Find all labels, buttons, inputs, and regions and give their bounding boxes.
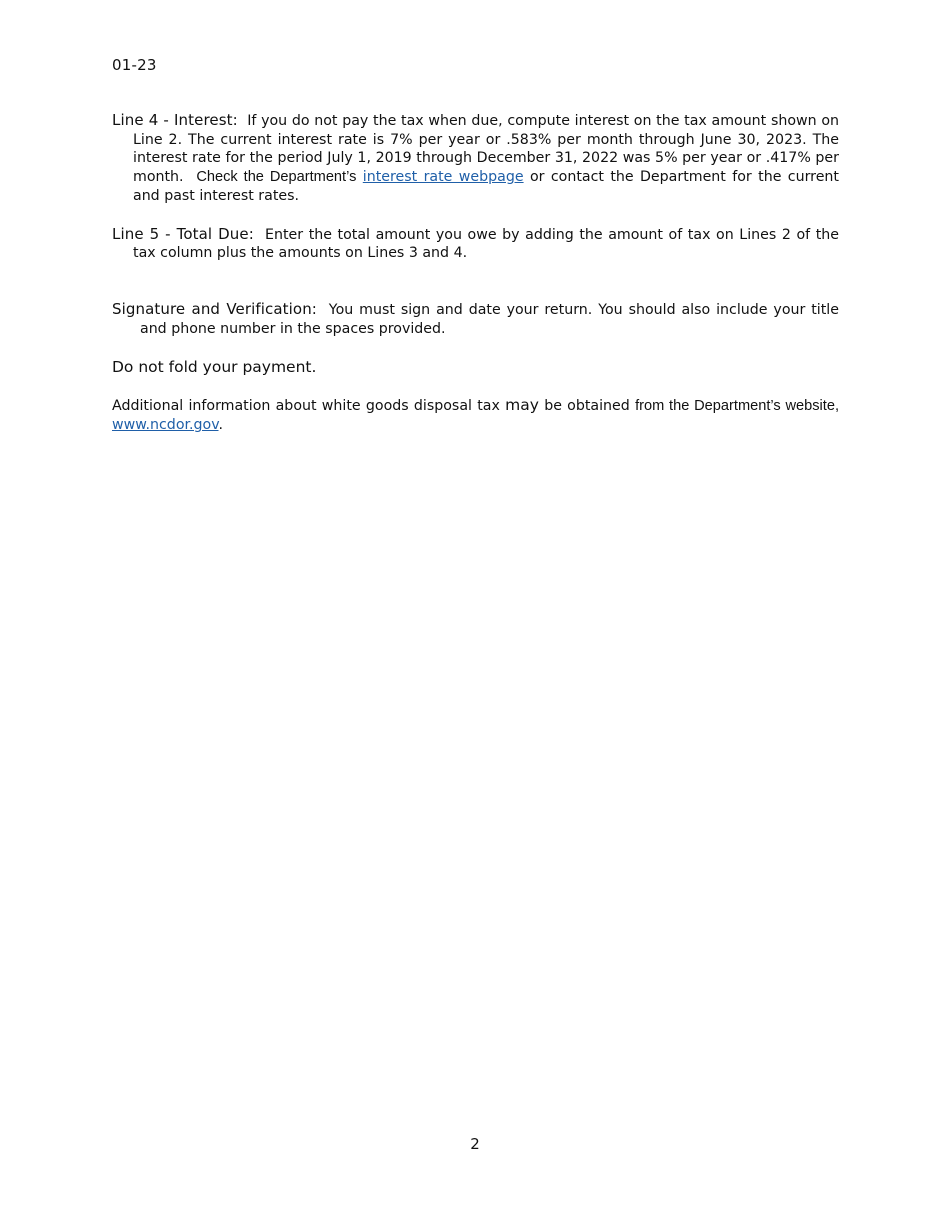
signature-verification-paragraph xyxy=(112,300,839,338)
line5-heading: Line 5 - Total Due: xyxy=(112,224,254,243)
additional-information-paragraph xyxy=(112,396,839,435)
line4-text-check: Check the Department’s xyxy=(196,169,357,186)
line5-total-due-paragraph xyxy=(112,225,839,263)
line4-interest-paragraph xyxy=(112,111,839,206)
do-not-fold-notice: Do not fold your payment. xyxy=(112,358,317,377)
form-revision-code: 01-23 xyxy=(112,56,157,74)
ncdor-website-link[interactable]: www.ncdor.gov xyxy=(112,417,219,434)
additional-info-period: . xyxy=(218,417,224,434)
page-number: 2 xyxy=(470,1135,480,1153)
instructions-body xyxy=(112,111,839,435)
line4-text-end: or contact the Department for the current and past interest rates. xyxy=(133,169,839,204)
line4-text: If you do not pay the tax when due, compute interest on the tax amount shown on Line 2. The current interest rate is 7% per year or .583% per month through June 30, 2023. The interest rate for the period July 1, 2019 through December 31, 2022 was 5% per year or .417% per month. xyxy=(133,113,839,186)
line4-heading: Line 4 - Interest: xyxy=(112,111,238,129)
line5-text: Enter the total amount you owe by adding the amount of tax on Lines 2 of the tax column plus the amounts on Lines 3 and 4. xyxy=(133,226,839,262)
additional-info-may: may xyxy=(505,396,539,415)
additional-info-text-obtained: be obtained xyxy=(544,398,630,415)
interest-rate-webpage-link[interactable]: interest rate webpage xyxy=(362,169,524,186)
additional-info-text: Additional information about white goods disposal tax xyxy=(112,398,500,415)
additional-info-text-website: from the Department’s website, xyxy=(635,398,839,415)
signature-heading: Signature and Verification: xyxy=(112,299,317,318)
signature-text: You must sign and date your return. You should also include your title and phone number in the spaces provided. xyxy=(140,301,839,337)
